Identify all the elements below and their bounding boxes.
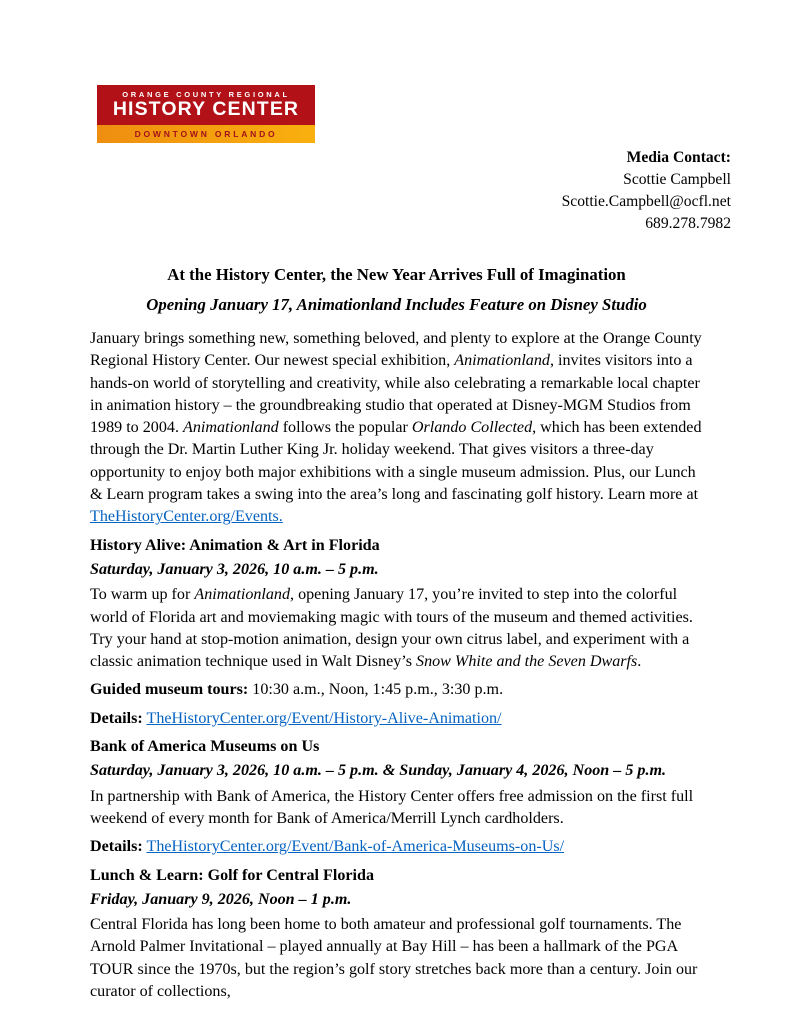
- media-contact-phone: 689.278.7982: [645, 215, 731, 232]
- tours-times: [248, 681, 503, 698]
- event-title: Lunch & Learn: Golf for Central Florida: [90, 866, 375, 884]
- text-run: , opening January 17, you’re invited to step into the colorful world of Florida art and moviemaking magic with tours of the museum and themed activities. Try your hand at stop-motion animation, design your own citrus label, and experiment with a classic animation technique used in Walt Disney’s: [90, 586, 693, 671]
- event-title: History Alive: Animation & Art in Florida: [90, 536, 380, 554]
- event-details-line: [90, 836, 703, 858]
- event-details-line: [90, 708, 703, 730]
- history-center-logo: [97, 85, 315, 143]
- document-body: [90, 263, 703, 1009]
- logo-text-orange-county-regional: ORANGE COUNTY REGIONAL: [122, 90, 290, 100]
- text-run: .: [637, 653, 642, 671]
- headline-subtitle: Opening January 17, Animationland Includes Feature on Disney Studio: [146, 295, 647, 314]
- headline-title: At the History Center, the New Year Arrives Full of Imagination: [167, 265, 626, 284]
- logo-orange-band: [97, 125, 315, 143]
- event-section-museums-on-us: [90, 736, 703, 858]
- details-link-wrap: [143, 838, 564, 855]
- details-label: Details:: [90, 838, 143, 856]
- event-datetime: Saturday, January 3, 2026, 10 a.m. – 5 p.m.: [90, 560, 379, 578]
- text-run: 10:30 a.m., Noon, 1:45 p.m., 3:30 p.m.: [248, 681, 504, 699]
- media-contact-heading: Media Contact:: [626, 149, 731, 166]
- italic-text-run: Animationland: [194, 586, 291, 604]
- text-run: , invites visitors into a hands-on world of storytelling and creativity, while also celebrating a remarkable local chapter in animation history – the groundbreaking studio that operated at Disney-MGM Studios from 1989 to 2004.: [90, 352, 700, 437]
- hyperlink[interactable]: TheHistoryCenter.org/Event/History-Alive-Animation/: [146, 709, 502, 727]
- media-contact-email: Scottie.Campbell@ocfl.net: [561, 193, 731, 210]
- event-datetime: Saturday, January 3, 2026, 10 a.m. – 5 p.m. & Sunday, January 4, 2026, Noon – 5 p.m.: [90, 762, 667, 780]
- text-run: , which has been extended through the Dr. Martin Luther King Jr. holiday weekend. That gives visitors a three-day opportunity to enjoy both major exhibitions with a single museum admission. Plus, our Lunch & Learn program takes a swing into the area’s long and fascinating golf history. Learn more at: [90, 419, 702, 504]
- italic-text-run: Orlando Collected: [411, 419, 533, 437]
- tours-label: Guided museum tours:: [90, 681, 249, 699]
- text-run: follows the popular: [278, 419, 412, 437]
- media-contact-block: [562, 147, 731, 235]
- text-run: In partnership with Bank of America, the History Center offers free admission on the first full weekend of every month for Bank of America/Merrill Lynch cardholders.: [90, 787, 694, 827]
- text-run: January brings something new, something beloved, and plenty to explore at the Orange County Regional History Center. Our newest special exhibition,: [90, 330, 702, 370]
- event-description: [90, 914, 703, 1003]
- text-run: To warm up for: [90, 586, 195, 604]
- hyperlink[interactable]: TheHistoryCenter.org/Event/Bank-of-America-Museums-on-Us/: [146, 838, 565, 856]
- event-datetime: Friday, January 9, 2026, Noon – 1 p.m.: [90, 890, 352, 908]
- event-title: Bank of America Museums on Us: [90, 738, 320, 756]
- details-link-wrap: [143, 710, 502, 727]
- intro-paragraph: [90, 328, 703, 529]
- event-description: [90, 584, 703, 673]
- logo-text-history-center: HISTORY CENTER: [112, 98, 300, 121]
- italic-text-run: Animationland: [183, 419, 279, 437]
- hyperlink[interactable]: TheHistoryCenter.org/Events.: [90, 508, 283, 526]
- event-description: [90, 786, 703, 831]
- logo-text-downtown-orlando: DOWNTOWN ORLANDO: [134, 129, 278, 139]
- italic-text-run: Snow White and the Seven Dwarfs: [416, 653, 638, 671]
- media-contact-name: Scottie Campbell: [623, 171, 731, 188]
- logo-red-band: [97, 85, 315, 125]
- event-section-history-alive: [90, 535, 703, 730]
- details-label: Details:: [90, 709, 143, 727]
- text-run: Central Florida has long been home to both amateur and professional golf tournaments. The Arnold Palmer Invitational – played annually at Bay Hill – has been a hallmark of the PGA TOUR since the 1970s, but the region’s golf story stretches back more than a century. Join our curator of collections,: [90, 916, 698, 1001]
- event-tours-line: [90, 679, 703, 701]
- italic-text-run: Animationland: [454, 352, 550, 370]
- event-section-lunch-and-learn: [90, 865, 703, 1004]
